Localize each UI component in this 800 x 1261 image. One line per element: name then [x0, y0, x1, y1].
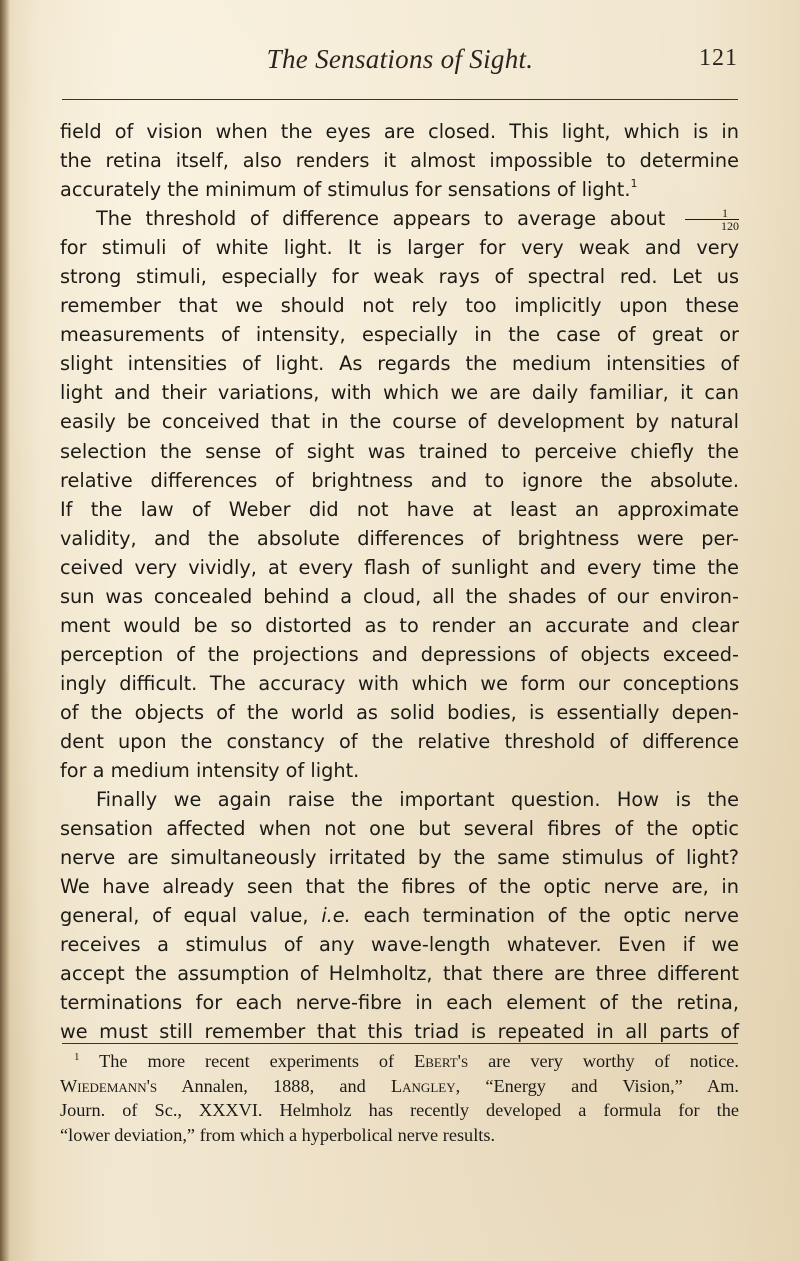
- fraction-denominator: 120: [721, 219, 739, 234]
- text-line: measurements of intensity, especially in the case of great or: [60, 323, 739, 347]
- text-line: relative differences of brightness and to ignore the absolute.: [60, 468, 739, 492]
- fraction-numerator: 1: [685, 207, 739, 220]
- text-line: of the objects of the world as solid bodies, is essentially depen-: [60, 700, 739, 724]
- text-line: The threshold of difference appears to average about $\frac{1}{120}$: [96, 206, 739, 234]
- text-line: accept the assumption of Helmholtz, that there are three different: [60, 962, 739, 986]
- text-line: light and their variations, with which we are daily familiar, it can: [60, 381, 739, 405]
- text-line: for stimuli of white light. It is larger for very weak and very: [60, 236, 739, 260]
- footnote-line: $^1$ The more recent experiments of Ebert's are very worthy of notice.: [74, 1051, 739, 1071]
- text-line: slight intensities of light. As regards the medium intensities of: [60, 352, 739, 376]
- text-line: general, of equal value, i.e. each termination of the optic nerve: [60, 904, 739, 928]
- running-title: The Sensations of Sight.: [266, 44, 534, 74]
- text-line: easily be conceived that in the course of development by natural: [60, 410, 739, 434]
- text-line: ceived very vividly, at every flash of sunlight and every time the: [60, 555, 739, 579]
- text-line: nerve are simultaneously irritated by the same stimulus of light?: [60, 846, 739, 870]
- text-line: remember that we should not rely too implicitly upon these: [60, 294, 739, 318]
- footnote-line: Journ. of Sc., XXXVI. Helmholz has recently developed a formula for the: [60, 1100, 739, 1120]
- text-line: receives a stimulus of any wave-length whatever. Even if we: [60, 933, 739, 957]
- header-rule: [62, 99, 738, 100]
- footnote-line: Wiedemann's Annalen, 1888, and Langley, “Energy and Vision,” Am.: [60, 1075, 739, 1096]
- footnote-line: “lower deviation,” from which a hyperbolical nerve results.: [60, 1124, 496, 1145]
- text-line: validity, and the absolute differences of brightness were per-: [60, 526, 739, 550]
- body-text: [60, 117, 739, 1047]
- text-line: the retina itself, also renders it almost impossible to determine: [60, 149, 739, 173]
- text-line: We have already seen that the fibres of the optic nerve are, in: [60, 875, 739, 899]
- text-line: ment would be so distorted as to render an accurate and clear: [60, 613, 739, 637]
- text-line: accurately the minimum of stimulus for sensations of light.$^1$: [60, 177, 638, 202]
- text-line: strong stimuli, especially for weak rays of spectral red. Let us: [60, 265, 739, 289]
- text-line: terminations for each nerve-fibre in each element of the retina,: [60, 991, 739, 1015]
- text-line: If the law of Weber did not have at least an approximate: [60, 497, 739, 521]
- text-line: sensation affected when not one but several fibres of the optic: [60, 817, 739, 841]
- footnote: [60, 1049, 739, 1147]
- text-line: perception of the projections and depressions of objects exceed-: [60, 642, 739, 666]
- fraction: [685, 207, 739, 232]
- text-line: sun was concealed behind a cloud, all the shades of our environ-: [60, 584, 739, 608]
- text-line: selection the sense of sight was trained to perceive chiefly the: [60, 439, 739, 463]
- footnote-ref: 1: [630, 177, 638, 191]
- text-line: field of vision when the eyes are closed. This light, which is in: [60, 120, 739, 143]
- text-line: we must still remember that this triad is repeated in all parts of: [60, 1020, 739, 1044]
- footnote-rule: [62, 1043, 738, 1044]
- text-line: dent upon the constancy of the relative threshold of difference: [60, 729, 739, 753]
- text-line: ingly difficult. The accuracy with which we form our conceptions: [60, 671, 739, 695]
- text-line: Finally we again raise the important question. How is the: [96, 788, 739, 812]
- page-header: [62, 44, 738, 84]
- book-spine-edge: [0, 0, 10, 1261]
- footnote-number: 1: [74, 1051, 80, 1063]
- page-number: 121: [699, 45, 738, 71]
- text-line: for a medium intensity of light.: [60, 759, 360, 783]
- italic-abbreviation: i.e.: [321, 904, 351, 928]
